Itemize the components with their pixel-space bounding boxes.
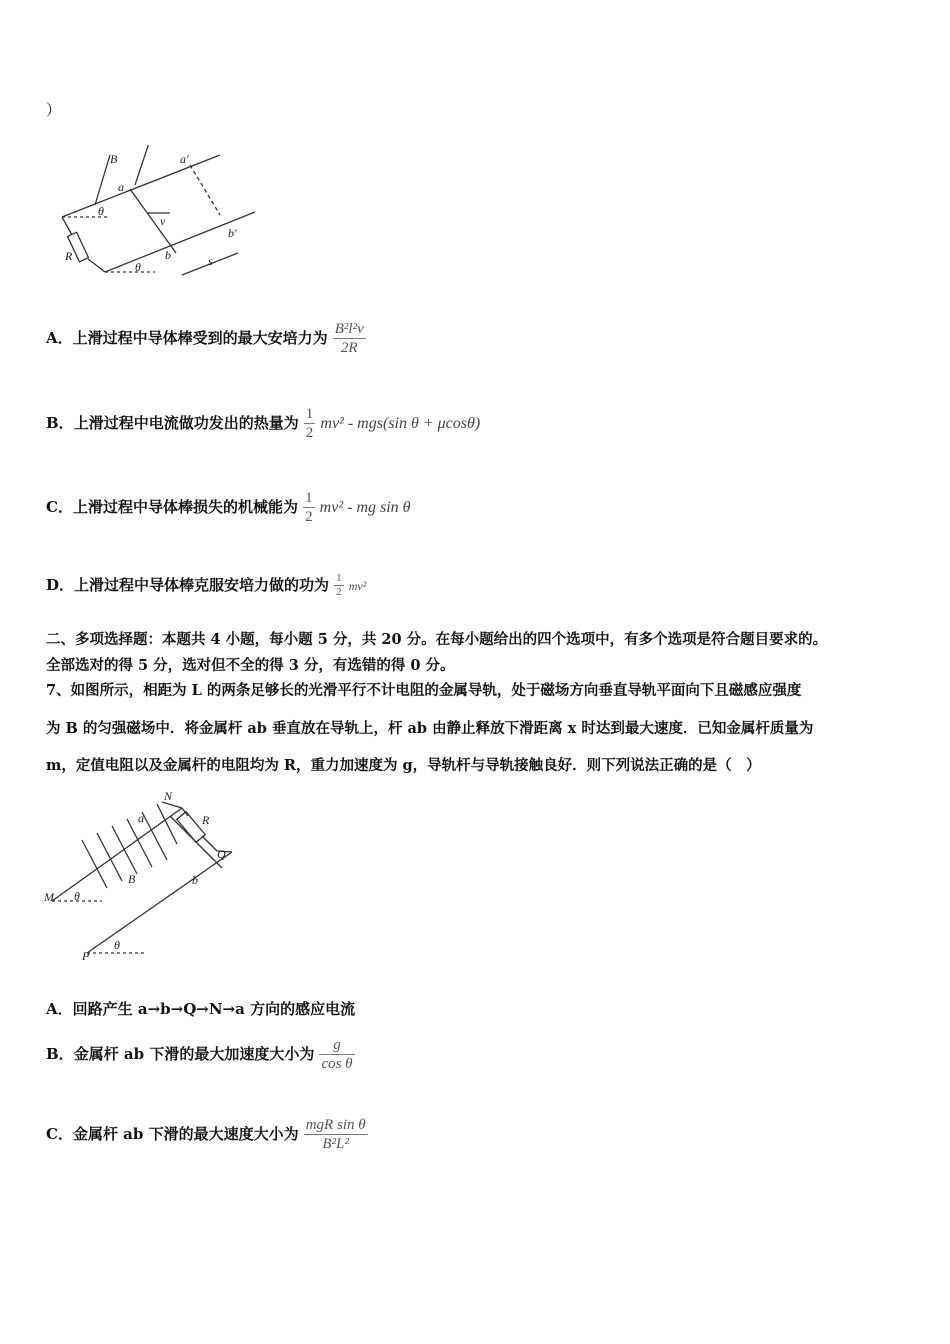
fig2-label-theta2: θ: [114, 938, 120, 952]
option-label: D．: [46, 576, 75, 594]
section-heading: 二、多项选择题：本题共 4 小题，每小题 5 分，共 20 分。在每小题给出的四个选项中，有多个选项是符合题目要求的。: [46, 631, 828, 648]
formula-expression: mv² - mg sin θ: [319, 499, 411, 516]
fraction-numerator: mgR sin θ: [305, 1117, 366, 1133]
option-label: B．: [46, 1045, 74, 1063]
option-text: 上滑过程中电流做功发出的热量为: [73, 414, 299, 432]
option-text: 回路产生 a→b→Q→N→a 方向的感应电流: [72, 1000, 356, 1018]
option-text: 上滑过程中导体棒损失的机械能为: [72, 498, 298, 516]
fig2-label-R: R: [202, 813, 210, 827]
formula-fraction: [334, 572, 344, 599]
section-heading-line2: 全部选对的得 5 分，选对但不全的得 3 分，有选错的得 0 分。: [46, 657, 455, 674]
fig1-label-R: R: [65, 249, 73, 263]
formula-expression: mv² - mgs(sin θ + μcosθ): [320, 415, 481, 432]
fig2-label-a: a: [138, 811, 144, 825]
formula-fraction: [304, 405, 316, 442]
top-fragment: ）: [46, 101, 62, 119]
question-7-line2: 为 B 的匀强磁场中．将金属杆 ab 垂直放在导轨上，杆 ab 由静止释放下滑距离 x 时达到最大速度．已知金属杆质量为: [46, 720, 814, 737]
question-7-line1: 7、如图所示，相距为 L 的两条足够长的光滑平行不计电阻的金属导轨，处于磁场方向垂直导轨平面向下且磁感应强度: [46, 682, 802, 699]
formula-expression: mv²: [348, 579, 367, 593]
formula-fraction: [303, 489, 315, 526]
fraction-numerator: B²l²v: [334, 321, 364, 337]
q7-option-c: [46, 1116, 368, 1153]
fig1-label-theta1: θ: [98, 204, 104, 218]
q6-option-c: [46, 489, 411, 526]
option-text: 金属杆 ab 下滑的最大加速度大小为: [73, 1045, 315, 1063]
option-label: B．: [46, 414, 74, 432]
option-text: 金属杆 ab 下滑的最大速度大小为: [72, 1125, 299, 1143]
fraction-numerator: 1: [336, 572, 342, 584]
fig2-label-B: B: [128, 872, 136, 886]
fig1-label-s: s: [208, 254, 213, 268]
formula-fraction: [319, 1036, 354, 1073]
fig2-label-theta1: θ: [74, 889, 80, 903]
fraction-denominator: 2: [336, 586, 342, 598]
option-label: A．: [46, 329, 73, 347]
fig2-label-N: N: [164, 789, 173, 803]
fig2-label-Q: Q: [217, 847, 226, 861]
fig1-label-a-prime: a′: [180, 152, 189, 166]
q6-option-b: [46, 405, 480, 442]
figure-inclined-rails: [60, 145, 270, 290]
fraction-denominator: 2: [305, 425, 314, 441]
fig1-label-theta2: θ: [135, 260, 141, 274]
fig1-label-a: a: [118, 180, 124, 194]
question-7-line3: m，定值电阻以及金属杆的电阻均为 R，重力加速度为 g，导轨杆与导轨接触良好．则下列说法正确的是（ ）: [46, 757, 761, 774]
fraction-denominator: B²L²: [322, 1136, 349, 1152]
fig1-label-b: b: [165, 248, 171, 262]
fig2-label-P: P: [82, 949, 90, 963]
fraction-denominator: cos θ: [321, 1056, 353, 1072]
fig1-label-b-prime: b′: [228, 226, 237, 240]
fraction-numerator: 1: [305, 490, 313, 506]
q6-option-a: [46, 320, 366, 357]
option-label: C．: [46, 1125, 73, 1143]
fig1-label-B: B: [110, 152, 118, 166]
fraction-numerator: 1: [305, 406, 314, 422]
fig2-label-b: b: [192, 873, 198, 887]
q7-option-a: [46, 998, 355, 1019]
figure-sliding-rod: [42, 788, 242, 966]
fig2-label-M: M: [44, 890, 54, 904]
option-text: 上滑过程中导体棒受到的最大安培力为: [72, 329, 328, 347]
formula-fraction: [304, 1116, 368, 1153]
option-text: 上滑过程中导体棒克服安培力做的功为: [74, 576, 330, 594]
q6-option-d: [46, 572, 366, 599]
fraction-denominator: 2R: [340, 340, 358, 356]
option-label: A．: [46, 1000, 73, 1018]
formula-fraction: [333, 320, 366, 357]
fraction-denominator: 2: [305, 509, 313, 525]
q7-option-b: [46, 1036, 355, 1073]
fig1-label-v: v: [160, 214, 166, 228]
fraction-numerator: g: [333, 1037, 341, 1053]
option-label: C．: [46, 498, 73, 516]
